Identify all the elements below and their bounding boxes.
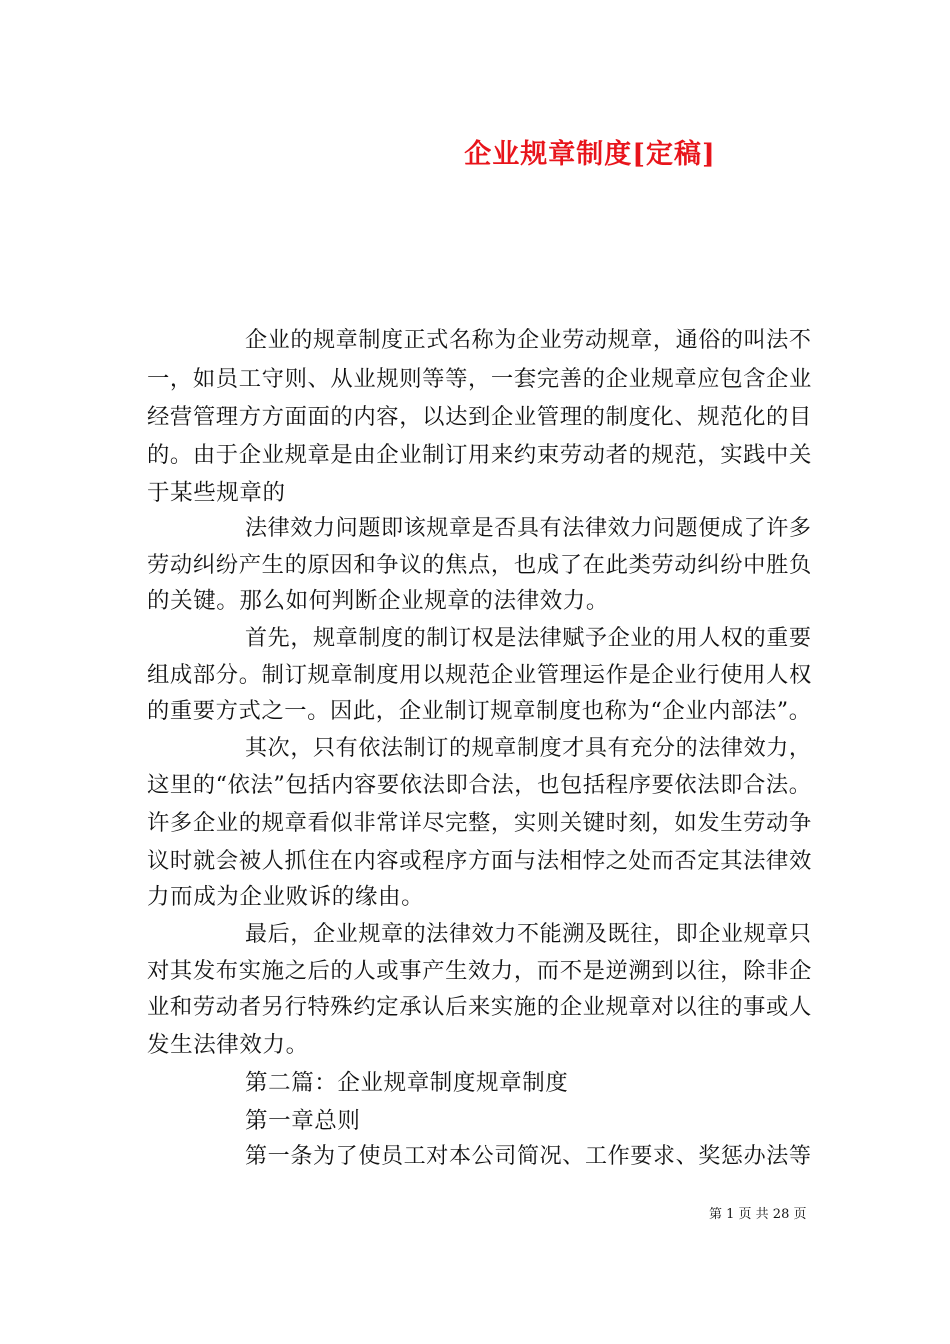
- body-line: 力而成为企业败诉的缘由。: [147, 884, 425, 910]
- body-line: 业和劳动者另行特殊约定承认后来实施的企业规章对以往的事或人: [147, 994, 812, 1020]
- body-line: 首先，规章制度的制订权是法律赋予企业的用人权的重要: [245, 626, 812, 651]
- body-line: 企业的规章制度正式名称为企业劳动规章，通俗的叫法不: [245, 328, 812, 353]
- body-line: 劳动纠纷产生的原因和争议的焦点，也成了在此类劳动纠纷中胜负: [147, 552, 812, 578]
- page-number: 第 1 页 共 28 页: [709, 1207, 807, 1222]
- chapter-heading: 第一章总则: [245, 1108, 361, 1134]
- body-line: 经营管理方方面面的内容，以达到企业管理的制度化、规范化的目: [147, 404, 812, 430]
- section-heading: 第二篇：企业规章制度规章制度: [245, 1070, 569, 1096]
- body-line: 许多企业的规章看似非常详尽完整，实则关键时刻，如发生劳动争: [147, 810, 812, 836]
- body-line: 的。由于企业规章是由企业制订用来约束劳动者的规范，实践中关: [147, 442, 812, 468]
- body-line: 的关键。那么如何判断企业规章的法律效力。: [147, 588, 610, 614]
- body-line: 议时就会被人抓住在内容或程序方面与法相悖之处而否定其法律效: [147, 848, 812, 874]
- body-line: 第一条为了使员工对本公司简况、工作要求、奖惩办法等: [245, 1144, 812, 1169]
- body-line: 发生法律效力。: [147, 1032, 309, 1058]
- body-line: 的重要方式之一。因此，企业制订规章制度也称为“企业内部法”。: [147, 698, 812, 724]
- body-line: 于某些规章的: [147, 480, 286, 506]
- body-line: 法律效力问题即该规章是否具有法律效力问题便成了许多: [245, 516, 812, 541]
- body-line: 其次，只有依法制订的规章制度才具有充分的法律效力，: [245, 736, 812, 761]
- body-line: 这里的“依法”包括内容要依法即合法，也包括程序要依法即合法。: [147, 772, 812, 798]
- body-line: 组成部分。制订规章制度用以规范企业管理运作是企业行使用人权: [147, 662, 812, 688]
- document-title: 企业规章制度[定稿]: [464, 139, 716, 170]
- body-line: 最后，企业规章的法律效力不能溯及既往，即企业规章只: [245, 922, 812, 947]
- body-line: 对其发布实施之后的人或事产生效力，而不是逆溯到以往，除非企: [147, 958, 812, 984]
- body-line: 一，如员工守则、从业规则等等，一套完善的企业规章应包含企业: [147, 366, 812, 392]
